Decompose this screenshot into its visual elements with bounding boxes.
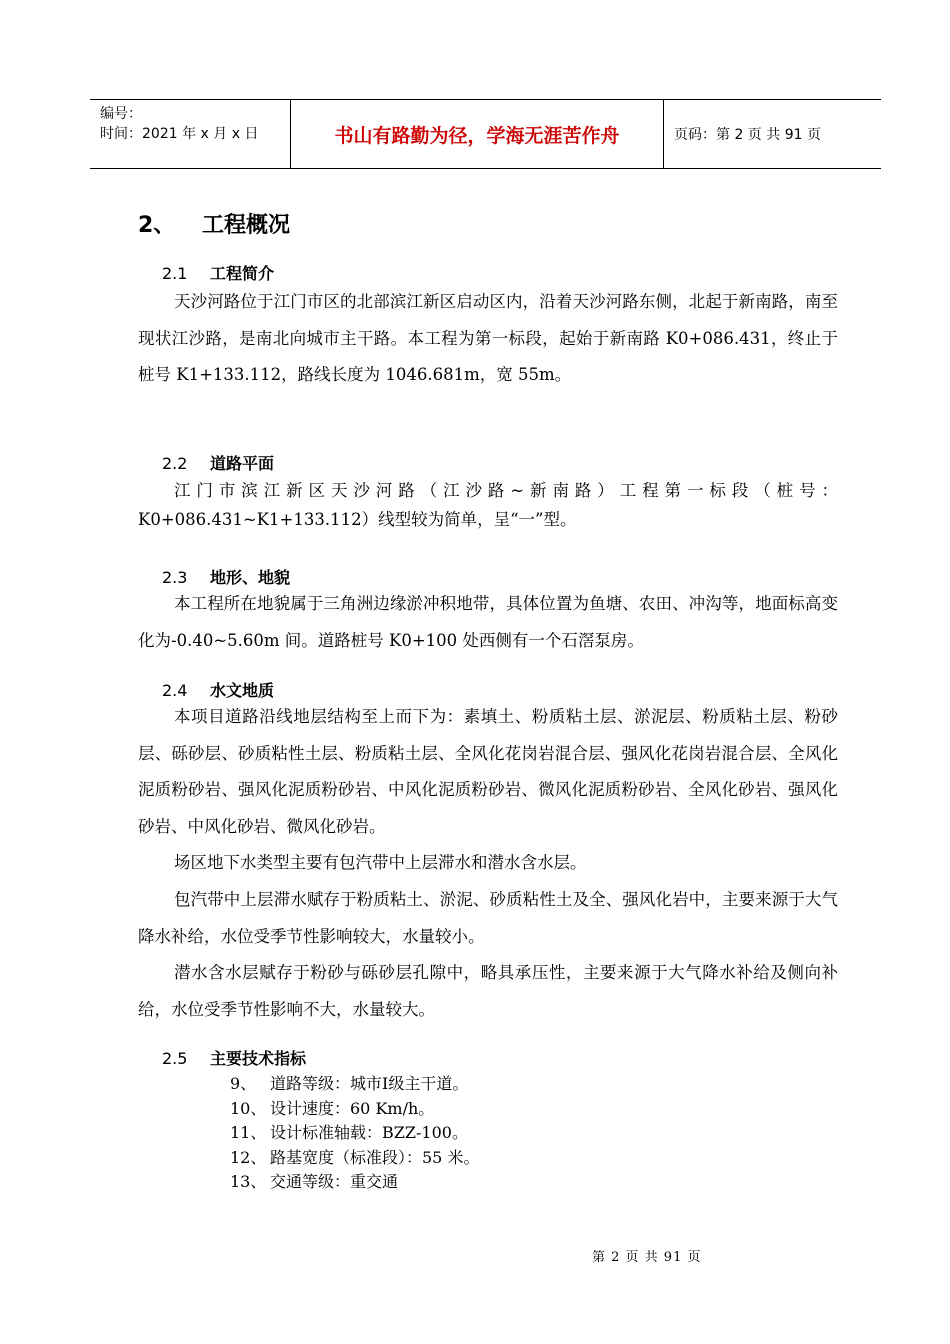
subsection-title: 地形、地貌	[210, 568, 291, 587]
subsection-number: 2.4	[162, 681, 188, 700]
paragraph-2-4-perched-water: 包汽带中上层滞水赋存于粉质粘土、淤泥、砂质粘性土及全、强风化岩中，主要来源于大气降水补给，水位受季节性影响较大，水量较小。	[138, 890, 838, 946]
subsection-heading-2-3	[162, 565, 290, 588]
paragraph-2-1: 天沙河路位于江门市区的北部滨江新区启动区内，沿着天沙河路东侧，北起于新南路，南至现状江沙路，是南北向城市主干路。本工程为第一标段，起始于新南路 K0+086.431，终止于桩号 K1+133.112，路线长度为 1046.681m，宽 55m。	[138, 292, 838, 384]
subsection-number: 2.3	[162, 568, 188, 587]
subsection-heading-2-1	[162, 261, 274, 284]
list-item: 9、 道路等级：城市Ⅰ级主干道。	[230, 1074, 469, 1093]
subsection-number: 2.5	[162, 1049, 188, 1068]
list-item: 10、 设计速度：60 Km/h。	[230, 1098, 435, 1118]
section-number: 2、	[138, 213, 176, 238]
subsection-title: 主要技术指标	[210, 1049, 307, 1068]
paragraph-2-3: 本工程所在地貌属于三角洲边缘淤冲积地带，具体位置为鱼塘、农田、冲沟等，地面标高变化为-0.40~5.60m 间。道路桩号 K0+100 处西侧有一个石滘泵房。	[138, 594, 838, 650]
subsection-number: 2.2	[162, 454, 188, 473]
header-table	[90, 99, 881, 169]
subsection-title: 水文地质	[210, 681, 275, 700]
paragraph-2-4-groundwater: 场区地下水类型主要有包汽带中上层滞水和潜水含水层。	[174, 853, 587, 872]
list-item: 12、 路基宽度（标准段）：55 米。	[230, 1147, 480, 1167]
paragraph-2-4-strata: 本项目道路沿线地层结构至上而下为：素填土、粉质粘土层、淤泥层、粉质粘土层、粉砂层、砾砂层、砂质粘性土层、粉质粘土层、全风化花岗岩混合层、强风化花岗岩混合层、全风化泥质粉砂岩、强风化泥质粉砂岩、中风化泥质粉砂岩、微风化泥质粉砂岩、全风化砂岩、强风化砂岩、中风化砂岩、微风化砂岩。	[138, 707, 838, 836]
motto: 书山有路勤为径，学海无涯苦作舟	[291, 100, 664, 168]
paragraph-2-2: 江门市滨江新区天沙河路（江沙路~新南路）工程第一标段（桩号：K0+086.431~K1+133.112）线型较为简单，呈“一”型。	[138, 481, 838, 529]
page-label: 页码：第 2 页 共 91 页	[674, 127, 821, 143]
subsection-title: 工程简介	[210, 264, 275, 283]
subsection-title: 道路平面	[210, 454, 275, 473]
paragraph-2-4-phreatic-water: 潜水含水层赋存于粉砂与砾砂层孔隙中，略具承压性，主要来源于大气降水补给及侧向补给，水位受季节性影响不大，水量较大。	[138, 963, 838, 1019]
section-heading	[138, 208, 290, 239]
header-left-cell	[90, 100, 291, 168]
subsection-number: 2.1	[162, 264, 188, 283]
subsection-heading-2-2	[162, 451, 274, 474]
list-item: 13、 交通等级：重交通	[230, 1172, 399, 1191]
time-label: 时间：2021 年 x 月 x 日	[100, 126, 259, 142]
list-item: 11、 设计标准轴载：BZZ-100。	[230, 1123, 468, 1142]
section-title: 工程概况	[202, 213, 291, 238]
tech-indicator-list	[230, 1072, 479, 1195]
subsection-heading-2-5	[162, 1046, 306, 1069]
page-footer: 第 2 页 共 91 页	[592, 1250, 702, 1265]
subsection-heading-2-4	[162, 678, 274, 701]
serial-label: 编号：	[100, 106, 142, 122]
